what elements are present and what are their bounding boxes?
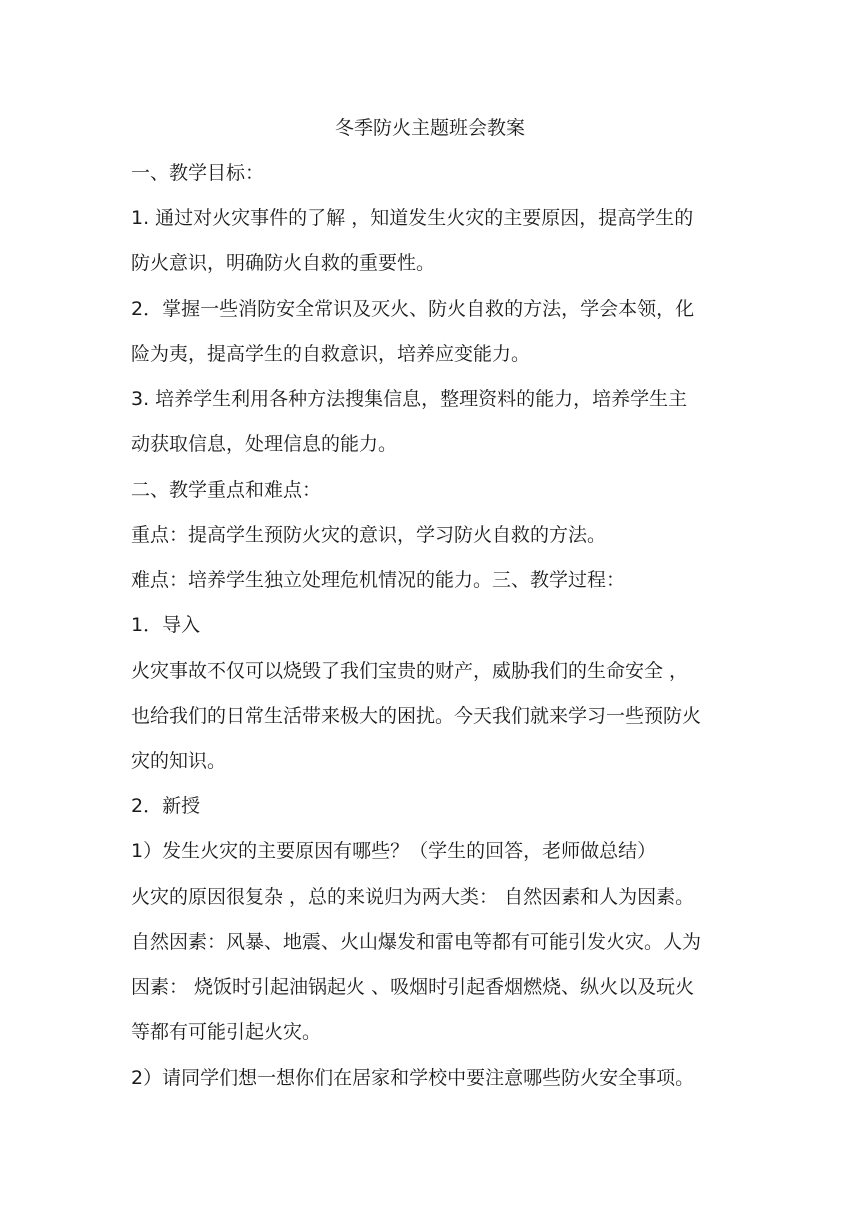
paragraph-line: 动获取信息，处理信息的能力。 — [131, 433, 398, 455]
paragraph-line: 火灾事故不仅可以烧毁了我们宝贵的财产，威胁我们的生命安全 ， — [131, 660, 689, 682]
paragraph-line: 2．掌握一些消防安全常识及灭火、防火自救的方法，学会本领，化 — [131, 298, 695, 320]
paragraph-line: 难点：培养学生独立处理危机情况的能力。三、教学过程： — [131, 569, 626, 591]
paragraph-line: 3. 培养学生利用各种方法搜集信息，整理资料的能力，培养学生主 — [131, 388, 688, 410]
subheading-new-lesson: 2．新授 — [131, 795, 201, 817]
paragraph-line: 1）发生火灾的主要原因有哪些？（学生的回答，老师做总结） — [131, 840, 657, 862]
paragraph-line: 因素： 烧饭时引起油锅起火 、吸烟时引起香烟燃烧、纵火以及玩火 — [131, 976, 695, 998]
paragraph-line: 自然因素：风暴、地震、火山爆发和雷电等都有可能引发火灾。人为 — [131, 931, 702, 953]
paragraph-line: 火灾的原因很复杂 ，总的来说归为两大类： 自然因素和人为因素。 — [131, 886, 695, 908]
section-heading-key-points: 二、教学重点和难点： — [131, 479, 322, 501]
paragraph-line: 等都有可能引起火灾。 — [131, 1021, 322, 1043]
paragraph-line: 也给我们的日常生活带来极大的困扰。今天我们就来学习一些预防火 — [131, 705, 702, 727]
paragraph-line: 2）请同学们想一想你们在居家和学校中要注意哪些防火安全事项。 — [131, 1067, 695, 1089]
document-title: 冬季防火主题班会教案 — [334, 117, 525, 139]
section-heading-objectives: 一、教学目标： — [131, 162, 265, 184]
paragraph-line: 灾的知识。 — [131, 750, 227, 772]
paragraph-line: 重点：提高学生预防火灾的意识，学习防火自救的方法。 — [131, 524, 607, 546]
subheading-intro: 1．导入 — [131, 614, 201, 636]
paragraph-line: 险为夷，提高学生的自救意识，培养应变能力。 — [131, 343, 531, 365]
paragraph-line: 防火意识，明确防火自救的重要性。 — [131, 252, 436, 274]
paragraph-line: 1. 通过对火灾事件的了解 ，知道发生火灾的主要原因，提高学生的 — [131, 207, 694, 229]
